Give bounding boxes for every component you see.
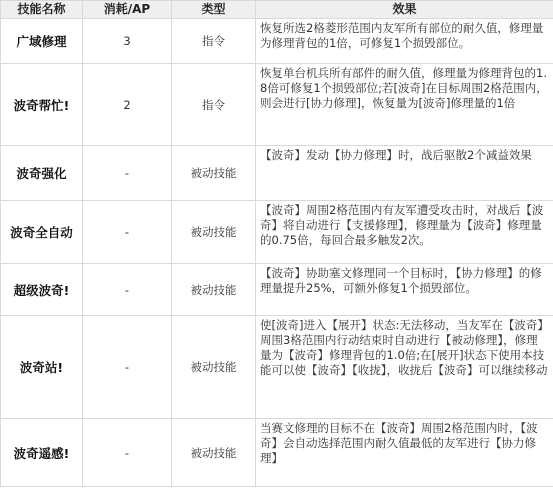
skill-effect: 【波奇】发动【协力修理】时，战后驱散2个减益效果 — [256, 146, 553, 201]
skill-type: 被动技能 — [172, 146, 256, 201]
skill-effect: 恢复所选2格菱形范围内友军所有部位的耐久值，修理量为修理背包的1倍，可修复1个损毁部位。 — [256, 19, 553, 64]
table-row — [1, 64, 553, 146]
skill-name: 波奇帮忙! — [1, 64, 83, 146]
skill-effect: 【波奇】周围2格范围内有友军遭受攻击时，对战后【波奇】将自动进行【支援修理】，修理量为【波奇】修理量的0.75倍，每回合最多触发2次。 — [256, 201, 553, 264]
skill-type: 被动技能 — [172, 419, 256, 487]
skill-type: 被动技能 — [172, 264, 256, 316]
table-row — [1, 264, 553, 316]
header-cost: 消耗/AP — [83, 1, 172, 19]
header-effect: 效果 — [256, 1, 553, 19]
skill-name: 广域修理 — [1, 19, 83, 64]
skill-cost: - — [83, 201, 172, 264]
skill-cost: 2 — [83, 64, 172, 146]
skill-type: 被动技能 — [172, 201, 256, 264]
skill-name: 波奇全自动 — [1, 201, 83, 264]
header-skill-name: 技能名称 — [1, 1, 83, 19]
table-row — [1, 146, 553, 201]
skill-cost: 3 — [83, 19, 172, 64]
skill-name: 波奇遥感! — [1, 419, 83, 487]
skill-cost: - — [83, 264, 172, 316]
skill-effect: 当赛文修理的目标不在【波奇】周围2格范围内时，【波奇】会自动选择范围内耐久值最低的友军进行【协力修理】 — [256, 419, 553, 487]
table-row — [1, 419, 553, 487]
skill-type: 被动技能 — [172, 316, 256, 419]
skill-type: 指令 — [172, 64, 256, 146]
skill-effect: 使[波奇]进入【展开】状态:无法移动，当友军在【波奇】周围3格范围内行动结束时自动进行【被动修理】，修理量为【波奇】修理背包的1.0倍;在[展开]状态下使用本技能可以使【波奇】【收拢】，收拢后【波奇】可以继续移动 — [256, 316, 553, 419]
skill-cost: - — [83, 146, 172, 201]
skill-cost: - — [83, 419, 172, 487]
skill-name: 波奇站! — [1, 316, 83, 419]
skill-name: 超级波奇! — [1, 264, 83, 316]
table-row — [1, 19, 553, 64]
table-header-row — [1, 1, 553, 19]
skill-cost: - — [83, 316, 172, 419]
skill-name: 波奇强化 — [1, 146, 83, 201]
table-row — [1, 201, 553, 264]
header-type: 类型 — [172, 1, 256, 19]
table-row — [1, 316, 553, 419]
skill-effect: 恢复单台机兵所有部件的耐久值，修理量为修理背包的1.8倍可修复1个损毁部位;若[波奇]在目标周围2格范围内，则会进行[协力修理]，恢复量为[波奇]修理量的1倍 — [256, 64, 553, 146]
skill-type: 指令 — [172, 19, 256, 64]
skill-effect: 【波奇】协助塞文修理同一个目标时，【协力修理】的修理量提升25%，可额外修复1个损毁部位。 — [256, 264, 553, 316]
